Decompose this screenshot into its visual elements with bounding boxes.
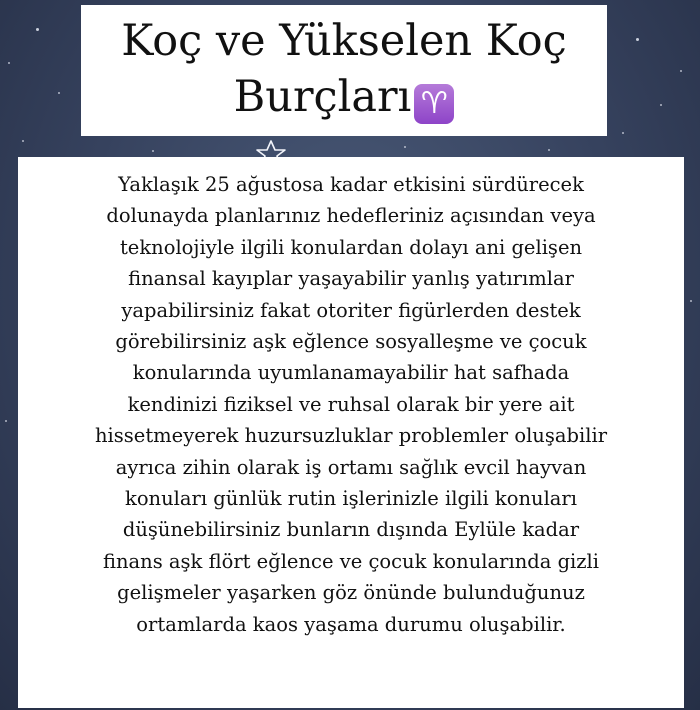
body-line: görebilirsiniz aşk eğlence sosyalleşme ve çocuk [115,330,587,354]
body-line: yapabilirsiniz fakat otoriter figürlerden destek [121,298,581,322]
body-line: finansal kayıplar yaşayabilir yanlış yatırımlar [128,267,574,291]
body-line: hissetmeyerek huzursuzluklar problemler oluşabilir [94,424,608,448]
background-star [8,62,10,64]
body-line: Yaklaşık 25 ağustosa kadar etkisini sürdürecek [118,173,584,196]
body-line: konularında uyumlanamayabilir hat safhada [132,361,570,385]
background-star [58,92,60,94]
background-star [636,38,639,41]
aries-icon: ♈ [414,84,454,124]
body-line: düşünebilirsiniz bunların dışında Eylüle kadar [122,518,580,542]
body-line: konuları günlük rutin işlerinizle ilgili konuları [125,487,577,511]
body-line: kendinizi fiziksel ve ruhsal olarak bir yere ait [127,392,575,416]
background-star [22,140,24,142]
body-line: finans aşk flört eğlence ve çocuk konularında gizli [102,549,600,573]
background-star [622,132,624,134]
body-line: ortamlarda kaos yaşama durumu oluşabilir. [136,612,566,636]
body-text-box [18,157,684,708]
background-star [404,146,406,148]
title-line-2: Burçları [233,72,412,122]
background-star [152,150,154,152]
background-star [660,104,662,106]
title-line-1: Koç ve Yükselen Koç [121,16,567,66]
title-line-2-wrap [81,69,607,125]
background-star [680,70,682,72]
background-star [690,300,692,302]
body-line: gelişmeler yaşarken göz önünde bulunduğunuz [117,581,585,605]
title-box [81,5,607,136]
body-line: ayrıca zihin olarak iş ortamı sağlık evcil hayvan [115,455,587,479]
background-star [36,28,39,31]
body-line: dolunayda planlarınız hedefleriniz açısından veya [106,204,596,228]
background-star [548,149,550,151]
body-line: teknolojiyle ilgili konulardan dolayı ani gelişen [119,235,583,259]
background-star [5,420,7,422]
